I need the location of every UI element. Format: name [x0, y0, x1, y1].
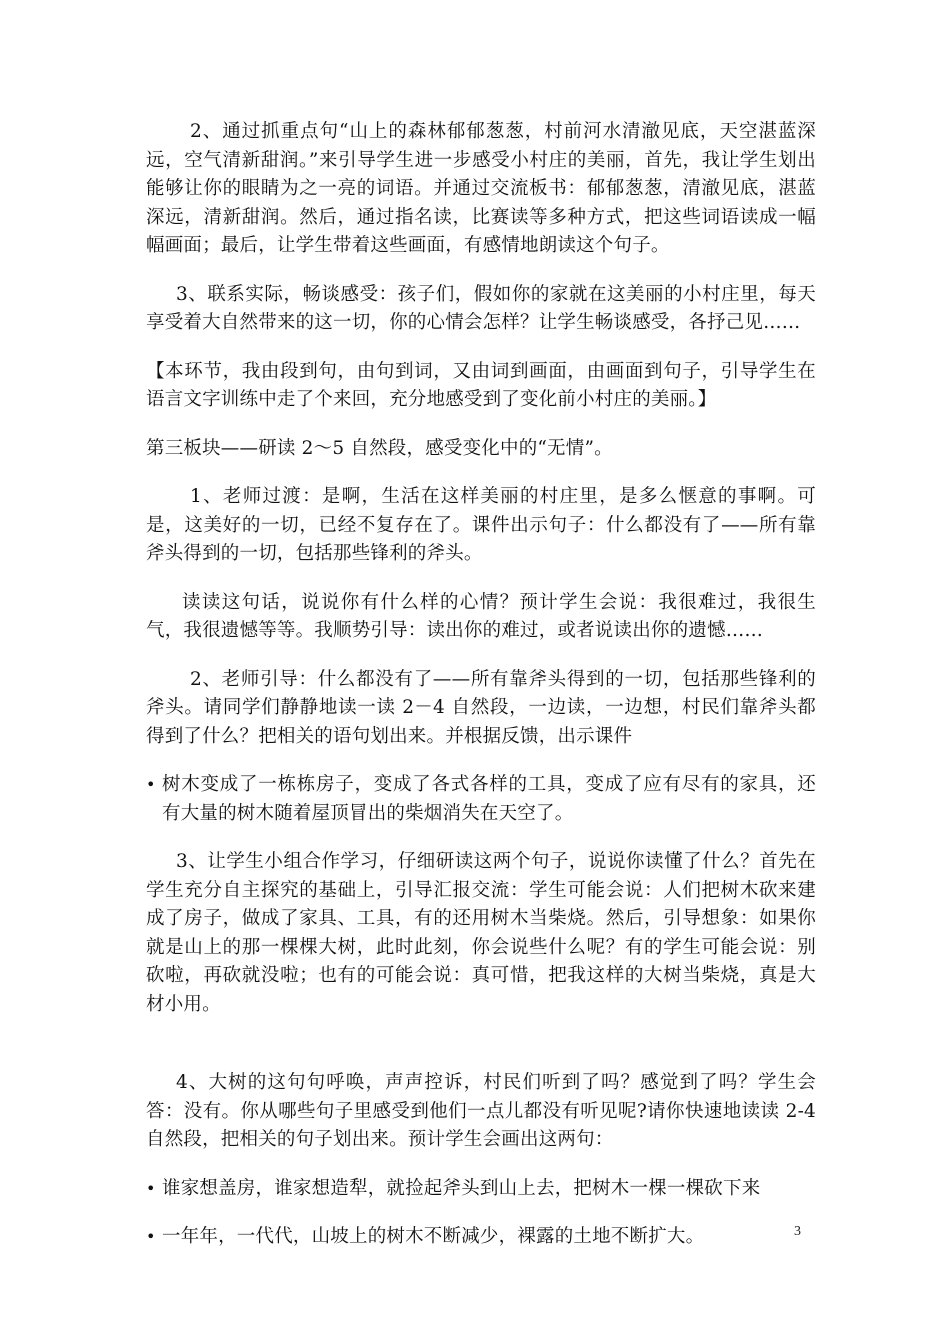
- spacer: [146, 463, 816, 483]
- spacer: [146, 751, 816, 771]
- page-number: 3: [794, 1224, 801, 1239]
- spacer: [146, 828, 816, 848]
- bullet-icon: •: [146, 775, 156, 794]
- bullet-item-3: [146, 1223, 816, 1252]
- spacer: [146, 569, 816, 589]
- spacer: [146, 1155, 816, 1175]
- paragraph-guide: 2、老师引导：什么都没有了——所有靠斧头得到的一切，包括那些锋利的斧头。请同学们静静地读一读 2－4 自然段，一边读，一边想，村民们靠斧头都得到了什么？把相关的语句划出来。并根据反馈，出示课件: [146, 668, 816, 747]
- spacer: [146, 1019, 816, 1069]
- spacer: [146, 261, 816, 281]
- bullet-text: 树木变成了一栋栋房子，变成了各式各样的工具，变成了应有尽有的家具，还有大量的树木随着屋顶冒出的柴烟消失在天空了。: [162, 774, 816, 824]
- bullet-icon: •: [146, 1178, 156, 1198]
- bullet-item-2: [146, 1175, 816, 1204]
- section-heading: 第三板块——研读 2～5 自然段，感受变化中的“无情”。: [146, 437, 613, 459]
- spacer: [146, 338, 816, 358]
- spacer: [146, 646, 816, 666]
- bullet-item-1: [146, 771, 816, 828]
- summary-note: 【本环节，我由段到句，由句到词，又由词到画面，由画面到句子，引导学生在语言文字训练中走了个来回，充分地感受到了变化前小村庄的美丽。】: [146, 360, 816, 410]
- bullet-icon: •: [146, 1227, 156, 1246]
- spacer: [146, 415, 816, 435]
- paragraph-reading: 读读这句话，说说你有什么样的心情？预计学生会说：我很难过，我很生气，我很遗憾等等。我顺势引导：读出你的难过，或者说读出你的遗憾……: [146, 591, 816, 641]
- paragraph-transition: 1、老师过渡：是啊，生活在这样美丽的村庄里，是多么惬意的事啊。可是，这美好的一切，已经不复存在了。课件出示句子：什么都没有了——所有靠斧头得到的一切，包括那些锋利的斧头。: [146, 486, 816, 564]
- paragraph-2: 2、通过抓重点句“山上的森林郁郁葱葱，村前河水清澈见底，天空湛蓝深远，空气清新甜润。”来引导学生进一步感受小村庄的美丽，首先，我让学生划出能够让你的眼睛为之一亮的词语。并通过交流板书：郁郁葱葱，清澈见底，湛蓝深远，清新甜润。然后，通过指名读，比赛读等多种方式，把这些词语读成一幅幅画面；最后，让学生带着这些画面，有感情地朗读这个句子。: [146, 121, 816, 256]
- spacer: [146, 1203, 816, 1223]
- document-body: [146, 118, 816, 1252]
- bullet-text: 一年年，一代代，山坡上的树木不断减少，裸露的土地不断扩大。: [162, 1226, 705, 1247]
- paragraph-trees-call: 4、大树的这句句呼唤，声声控诉，村民们听到了吗？感觉到了吗？学生会答：没有。你从哪些句子里感受到他们一点儿都没有听见呢?请你快速地读读 2-4 自然段，把相关的句子划出来。预计学生会画出这两句：: [146, 1072, 816, 1150]
- paragraph-group-study: 3、让学生小组合作学习，仔细研读这两个句子，说说你读懂了什么？首先在学生充分自主探究的基础上，引导汇报交流：学生可能会说：人们把树木砍来建成了房子，做成了家具、工具，有的还用树木当柴烧。然后，引导想象：如果你就是山上的那一棵棵大树，此时此刻，你会说些什么呢？有的学生可能会说：别砍啦，再砍就没啦；也有的可能会说：真可惜，把我这样的大树当柴烧，真是大材小用。: [146, 851, 816, 1015]
- bullet-text: 谁家想盖房，谁家想造犁，就捡起斧头到山上去，把树木一棵一棵砍下来: [162, 1177, 761, 1199]
- paragraph-3: 3、联系实际，畅谈感受：孩子们，假如你的家就在这美丽的小村庄里，每天享受着大自然带来的这一切，你的心情会怎样？让学生畅谈感受，各抒己见……: [146, 283, 816, 333]
